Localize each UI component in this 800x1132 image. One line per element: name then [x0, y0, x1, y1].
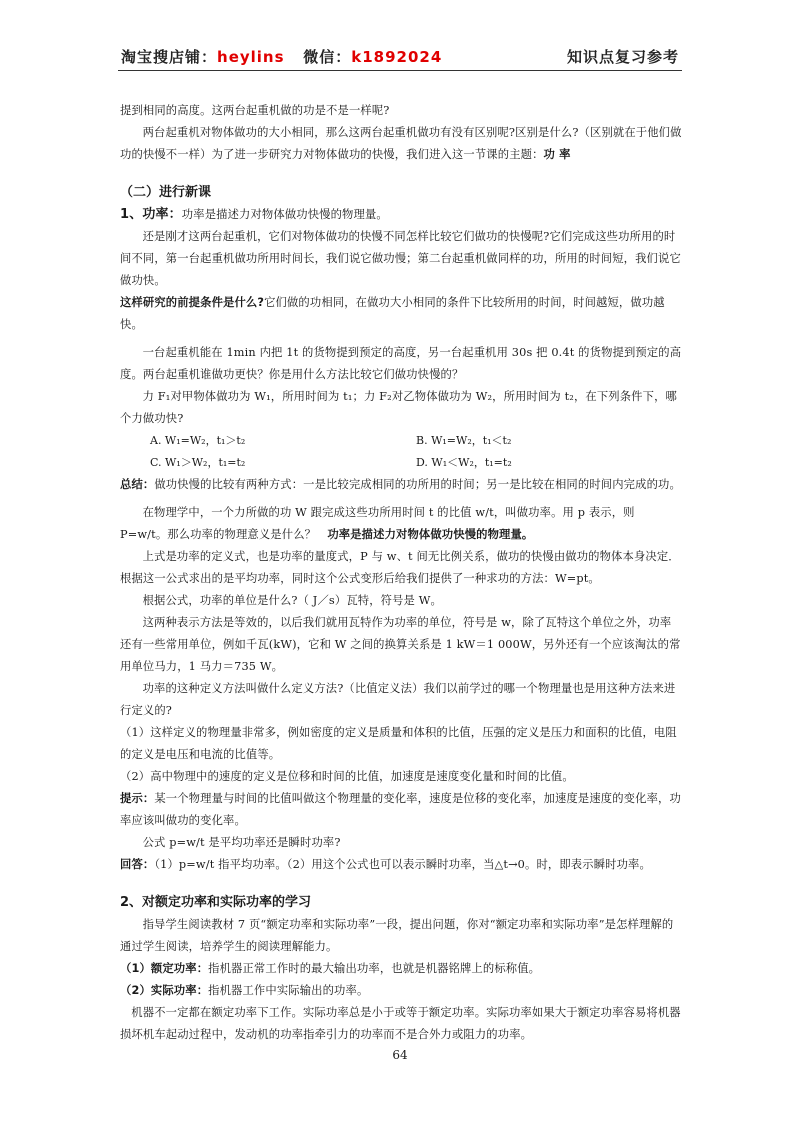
paragraph — [120, 502, 682, 546]
definition-text: 功率是描述力对物体做功快慢的物理量。 — [181, 208, 388, 221]
paragraph: 指导学生阅读教材 7 页“额定功率和实际功率”一段，提出问题，你对“额定功率和实际功率”是怎样理解的通过学生阅读，培养学生的阅读理解能力。 — [120, 918, 674, 953]
shop-name: heylins — [217, 48, 285, 66]
paragraph: 机器不一定都在额定功率下工作。实际功率总是小于或等于额定功率。实际功率如果大于额定功率容易将机器损坏机车起动过程中，发动机的功率指牵引力的功率而不是合外力或阻力的功率。 — [120, 1006, 681, 1041]
document-body — [120, 100, 682, 1046]
rated-power-text: 指机器正常工作时的最大输出功率，也就是机器铭牌上的标称值。 — [208, 962, 541, 975]
paragraph-text: 在物理学中，一个力所做的功 W 跟完成这些功所用时间 t 的比值 w/t，叫做功率。用 p 表示，则 P=w/t。那么功率的物理意义是什么？ — [120, 506, 635, 541]
tip-label: 提示： — [120, 792, 155, 805]
subsection-heading: 2、对额定功率和实际功率的学习 — [120, 895, 312, 910]
subsection-heading: 1、功率： — [120, 207, 182, 222]
paragraph: 公式 p=w/t 是平均功率还是瞬时功率? — [142, 836, 341, 849]
summary-text: 做功快慢的比较有两种方式：一是比较完成相同的功所用的时间；另一是比较在相同的时间内完成的功。 — [154, 478, 681, 491]
answer — [120, 854, 682, 876]
definition-bold: 功率是描述力对物体做功快慢的物理量。 — [327, 528, 534, 541]
paragraph: （1）这样定义的物理量非常多，例如密度的定义是质量和体积的比值，压强的定义是压力和面积的比值，电阻的定义是电压和电流的比值等。 — [120, 726, 677, 761]
shop-info — [121, 46, 442, 67]
paragraph: 还是刚才这两台起重机，它们对物体做功的快慢不同怎样比较它们做功的快慢呢?它们完成这些功所用的时间不同，第一台起重机做功所用时间长，我们说它做功慢；第二台起重机做同样的功，所用的时间短，我们说它做功快。 — [120, 230, 681, 287]
tip — [120, 788, 682, 832]
option-d: D. W₁＜W₂，t₁=t₂ — [416, 456, 512, 469]
page-header — [118, 44, 682, 71]
answer-text: （1）p=w/t 指平均功率。（2）用这个公式也可以表示瞬时功率，当△t→0。时，即表示瞬时功率。 — [154, 858, 651, 871]
paragraph-text: 两台起重机对物体做功的大小相同，那么这两台起重机做功有没有区别呢?区别是什么?（区别就在于他们做功的快慢不一样）为了进一步研究力对物体做功的快慢，我们进入这一节课的主题： — [120, 126, 682, 161]
summary-label: 总结： — [120, 478, 155, 491]
options-list — [120, 430, 682, 474]
paragraph — [120, 122, 682, 166]
rated-power-label: （1）额定功率： — [120, 962, 209, 975]
page-number: 64 — [392, 1048, 408, 1062]
rated-power — [120, 958, 682, 980]
actual-power — [120, 980, 682, 1002]
paragraph: 力 F₁对甲物体做功为 W₁，所用时间为 t₁；力 F₂对乙物体做功为 W₂，所用时间为 t₂，在下列条件下，哪个力做功快? — [120, 390, 677, 425]
paragraph-text: 它们做的功相同，在做功大小相同的条件下比较所用的时间，时间越短，做功越快。 — [120, 296, 665, 331]
section-heading: （二）进行新课 — [120, 185, 212, 200]
actual-power-text: 指机器工作中实际输出的功率。 — [208, 984, 369, 997]
paragraph: 根据公式，功率的单位是什么?（ J／s）瓦特，符号是 W。 — [142, 594, 442, 607]
paragraph: 功率的这种定义方法叫做什么定义方法?（比值定义法）我们以前学过的哪一个物理量也是用这种方法来进行定义的? — [120, 682, 676, 717]
question-bold: 这样研究的前提条件是什么? — [120, 296, 265, 309]
option-a: A. W₁=W₂，t₁＞t₂ — [150, 434, 246, 447]
summary — [120, 474, 682, 496]
option-c: C. W₁＞W₂，t₁=t₂ — [150, 456, 246, 469]
wechat-id: k1892024 — [351, 48, 443, 66]
paragraph — [120, 204, 682, 226]
tip-text: 某一个物理量与时间的比值叫做这个物理量的变化率，速度是位移的变化率，加速度是速度的变化率，功率应该叫做功的变化率。 — [120, 792, 681, 827]
actual-power-label: （2）实际功率： — [120, 984, 209, 997]
paragraph: 上式是功率的定义式，也是功率的量度式，P 与 w、t 间无比例关系，做功的快慢由做功的物体本身决定．根据这一公式求出的是平均功率，同时这个公式变形后给我们提供了一种求功的方法：W=pt。 — [120, 550, 680, 585]
paragraph — [120, 292, 682, 336]
option-b: B. W₁=W₂，t₁＜t₂ — [416, 434, 512, 447]
header-title: 知识点复习参考 — [566, 48, 679, 66]
answer-label: 回答： — [120, 858, 155, 871]
paragraph: （2）高中物理中的速度的定义是位移和时间的比值，加速度是速度变化量和时间的比值。 — [120, 770, 574, 783]
paragraph: 提到相同的高度。这两台起重机做的功是不是一样呢? — [120, 104, 390, 117]
wechat-label: 微信： — [303, 48, 352, 66]
paragraph: 这两种表示方法是等效的，以后我们就用瓦特作为功率的单位，符号是 w，除了瓦特这个单位之外，功率还有一些常用单位，例如千瓦(kW)，它和 W 之间的换算关系是 1 kW＝1 000W，另外还有一个应该淘汰的常用单位马力，1 马力＝735 W。 — [120, 616, 681, 673]
topic-title: 功 率 — [543, 148, 571, 161]
shop-label: 淘宝搜店铺： — [121, 48, 218, 66]
paragraph: 一台起重机能在 1min 内把 1t 的货物提到预定的高度，另一台起重机用 30s 把 0.4t 的货物提到预定的高度。两台起重机谁做功更快？你是用什么方法比较它们做功快慢的？ — [120, 346, 682, 381]
